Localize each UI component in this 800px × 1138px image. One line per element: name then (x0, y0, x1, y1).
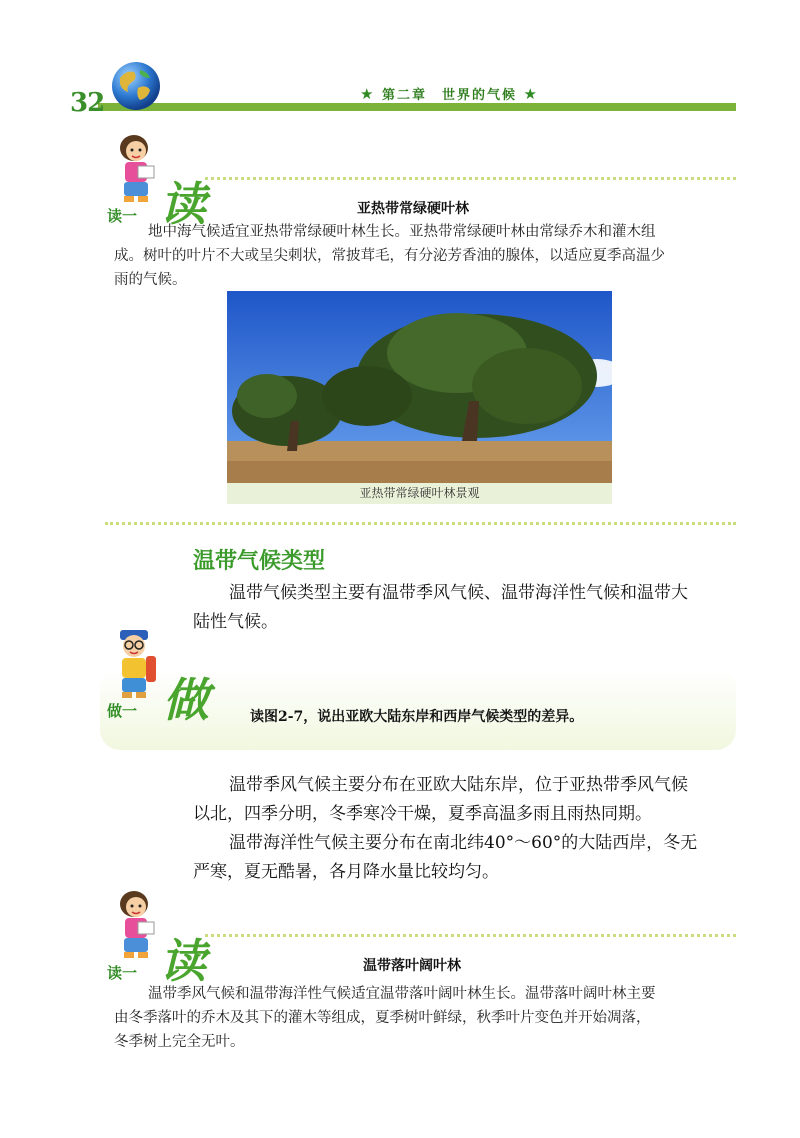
girl-reading-icon (112, 132, 160, 204)
dotted-divider (205, 934, 736, 937)
read-box-line: 温带季风气候和温带海洋性气候适宜温带落叶阔叶林生长。温带落叶阔叶林主要 (148, 986, 656, 1002)
sclerophyll-forest-photo (227, 291, 612, 504)
body-line: 以北，四季分明，冬季寒冷干燥，夏季高温多雨且雨热同期。 (193, 804, 652, 824)
read-box-line: 由冬季落叶的乔木及其下的灌木等组成，夏季树叶鲜绿，秋季叶片变色并开始凋落， (114, 1010, 651, 1026)
read-box-line: 地中海气候适宜亚热带常绿硬叶林生长。亚热带常绿硬叶林由常绿乔木和灌木组 (148, 224, 656, 240)
read-marker-label: 读一 (107, 207, 138, 225)
read-marker-char: 读 (160, 934, 206, 988)
section-intro-line: 陆性气候。 (193, 612, 278, 632)
dotted-divider (205, 177, 736, 180)
page-number: 32 (70, 88, 105, 118)
body-line: 严寒，夏无酷暑，各月降水量比较均匀。 (193, 862, 499, 882)
star-icon: ★ (360, 85, 376, 103)
section-intro-line: 温带气候类型主要有温带季风气候、温带海洋性气候和温带大 (229, 583, 688, 603)
body-line: 温带海洋性气候主要分布在南北纬40°～60°的大陆西岸，冬无 (229, 833, 698, 853)
header-bar (98, 103, 736, 111)
read-box-line: 雨的气候。 (114, 272, 187, 288)
do-marker-char: 做 (163, 673, 209, 727)
read-box-title: 亚热带常绿硬叶林 (357, 201, 469, 217)
activity-instruction: 读图2-7，说出亚欧大陆东岸和西岸气候类型的差异。 (250, 709, 584, 725)
read-box-line: 成。树叶的叶片不大或呈尖刺状，常披茸毛，有分泌芳香油的腺体，以适应夏季高温少 (114, 248, 665, 264)
chapter-title: ★ 第二章 世界的气候 ★ (360, 85, 539, 103)
read-box-line: 冬季树上完全无叶。 (114, 1034, 245, 1050)
read-marker-char: 读 (160, 177, 206, 231)
do-marker-label: 做一 (107, 702, 138, 720)
dotted-divider (105, 522, 736, 525)
boy-activity-icon (110, 628, 162, 700)
section-heading: 温带气候类型 (193, 549, 326, 574)
photo-caption: 亚热带常绿硬叶林景观 (359, 486, 480, 500)
girl-reading-icon (112, 888, 160, 960)
read-box-title: 温带落叶阔叶林 (363, 958, 461, 974)
star-icon: ★ (523, 85, 539, 103)
globe-icon (110, 60, 162, 112)
read-marker-label: 读一 (107, 964, 138, 982)
body-line: 温带季风气候主要分布在亚欧大陆东岸，位于亚热带季风气候 (229, 775, 688, 795)
